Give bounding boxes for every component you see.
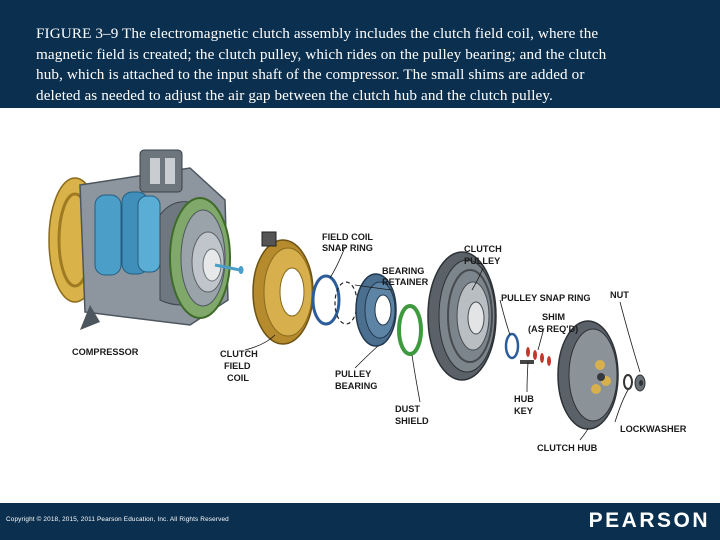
label-dust-shield-2: SHIELD xyxy=(395,416,429,426)
clutch-field-coil xyxy=(253,232,313,344)
label-pulley-snap-ring: PULLEY SNAP RING xyxy=(501,293,591,303)
dust-shield xyxy=(399,306,421,354)
nut xyxy=(635,375,645,391)
label-bearing-retainer-1: BEARING xyxy=(382,266,425,276)
label-lockwasher: LOCKWASHER xyxy=(620,424,687,434)
field-coil-snap-ring xyxy=(313,276,339,324)
clutch-pulley xyxy=(428,252,496,380)
caption-line-1: FIGURE 3–9 The electromagnetic clutch assembly includes the clutch field coil, where the xyxy=(36,25,599,42)
label-clutch-field-coil-3: COIL xyxy=(227,373,249,383)
label-clutch-field-coil-2: FIELD xyxy=(224,361,251,371)
label-nut: NUT xyxy=(610,290,629,300)
label-hub-key-2: KEY xyxy=(514,406,533,416)
clutch-assembly-illustration xyxy=(0,108,720,508)
footer-bar xyxy=(0,503,720,540)
pulley-snap-ring xyxy=(506,334,518,358)
label-clutch-field-coil-1: CLUTCH xyxy=(220,349,258,359)
hub-key xyxy=(520,360,534,364)
figure-caption xyxy=(36,24,706,106)
lockwasher xyxy=(624,375,632,389)
clutch-hub xyxy=(558,321,618,429)
compressor xyxy=(49,150,244,330)
label-dust-shield-1: DUST xyxy=(395,404,421,414)
caption-line-4: deleted as needed to adjust the air gap between the clutch hub and the clutch pulley. xyxy=(36,86,553,104)
label-shim-1: SHIM xyxy=(542,312,565,322)
caption-line-3: hub, which is attached to the input shaft of the compressor. The small shims are added or xyxy=(36,66,585,83)
label-field-coil-snap-ring-1: FIELD COIL xyxy=(322,232,374,242)
caption-line-2: magnetic field is created; the clutch pulley, which rides on the pulley bearing; and the clutch xyxy=(36,45,607,63)
label-field-coil-snap-ring-2: SNAP RING xyxy=(322,243,373,253)
label-shim-2: (AS REQ'D) xyxy=(528,324,579,334)
label-pulley-bearing-1: PULLEY xyxy=(335,369,372,379)
label-clutch-hub: CLUTCH HUB xyxy=(537,443,598,453)
copyright-notice: Copyright © 2018, 2015, 2011 Pearson Education, Inc. All Rights Reserved xyxy=(6,516,229,523)
pearson-logo: PEARSON xyxy=(588,509,710,532)
label-bearing-retainer-2: RETAINER xyxy=(382,277,429,287)
label-clutch-pulley-1: CLUTCH xyxy=(464,244,502,254)
label-hub-key-1: HUB xyxy=(514,394,534,404)
label-pulley-bearing-2: BEARING xyxy=(335,381,378,391)
label-clutch-pulley-2: PULLEY xyxy=(464,256,501,266)
label-compressor: COMPRESSOR xyxy=(72,347,139,357)
